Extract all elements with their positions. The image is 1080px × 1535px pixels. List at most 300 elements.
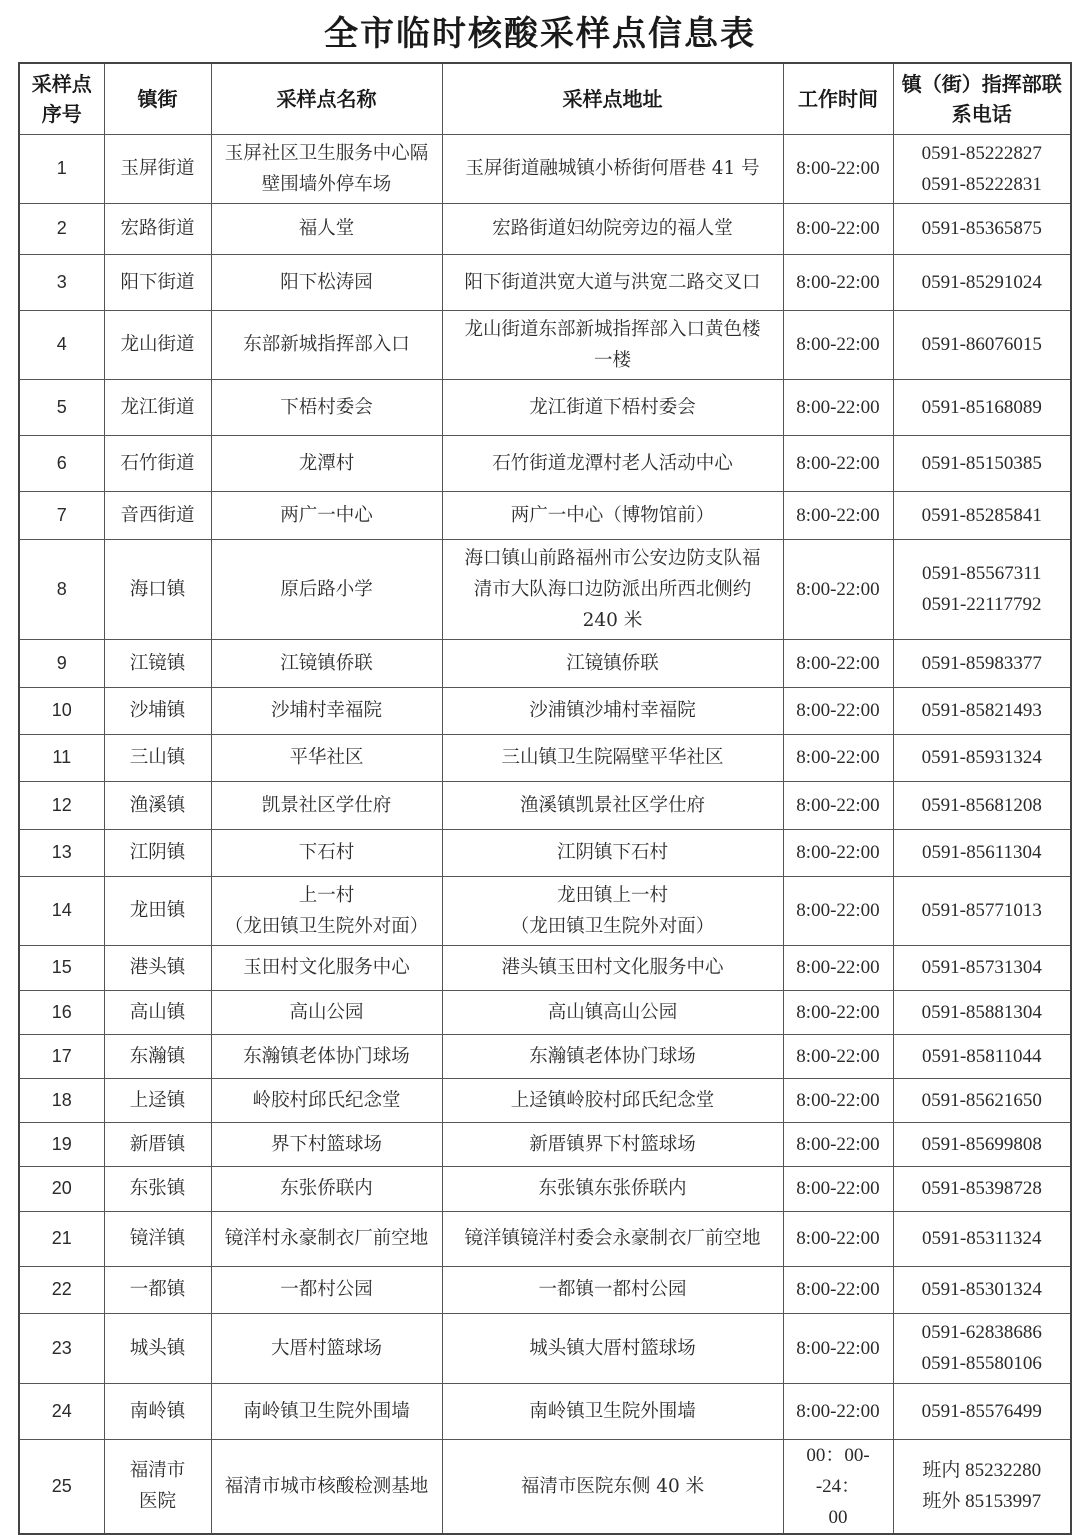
- cell-phone-line: 0591-85731304: [921, 957, 1042, 978]
- cell-town-line: 海口镇: [129, 578, 186, 600]
- cell-town: [104, 781, 211, 829]
- cell-address: [442, 876, 783, 945]
- document-title: 全市临时核酸采样点信息表: [324, 14, 756, 54]
- cell-hours-line: 8:00-22:00: [796, 158, 880, 179]
- cell-phone: [893, 310, 1071, 379]
- cell-hours-line: 8:00-22:00: [796, 578, 880, 600]
- cell-town: [104, 1266, 211, 1313]
- cell-index: 18: [19, 1078, 104, 1122]
- cell-hours-line: 8:00-22:00: [796, 1001, 880, 1023]
- header-index-line: 序号: [41, 101, 82, 126]
- cell-site-name: [211, 203, 442, 254]
- cell-phone: [893, 876, 1071, 945]
- cell-site-name-line: 东张侨联内: [280, 1178, 373, 1199]
- cell-phone-line: 0591-85821493: [921, 700, 1042, 721]
- cell-site-name: [211, 945, 442, 990]
- cell-address-line: 沙浦镇沙埔村幸福院: [529, 700, 696, 721]
- cell-site-name-line: 壁围墙外停车场: [261, 173, 392, 195]
- cell-phone-line: 0591-85681208: [921, 794, 1042, 816]
- cell-hours-line: 8:00-22:00: [796, 652, 880, 674]
- cell-phone: [893, 639, 1071, 687]
- table-row: [19, 990, 1071, 1034]
- cell-index: 10: [19, 687, 104, 734]
- cell-town-line: 东张镇: [129, 1178, 186, 1199]
- cell-hours-line: 8:00-22:00: [796, 842, 880, 863]
- cell-hours-line: 00：00--24：: [806, 1444, 870, 1497]
- cell-address-line: 龙田镇上一村: [556, 884, 668, 906]
- cell-address-line: 南岭镇卫生院外围墙: [529, 1400, 696, 1422]
- cell-town: [104, 491, 211, 539]
- cell-hours: [783, 781, 893, 829]
- table-row: [19, 1211, 1071, 1266]
- cell-town-line: 江阴镇: [129, 842, 186, 863]
- sampling-sites-table: [18, 62, 1072, 1535]
- cell-town-line: 渔溪镇: [129, 794, 186, 816]
- table-row: [19, 1313, 1071, 1383]
- header-phone-line: 镇（街）指挥部联: [901, 71, 1062, 96]
- cell-site-name-line: 两广一中心: [280, 504, 373, 526]
- cell-town-line: 南岭镇: [129, 1400, 186, 1422]
- cell-hours: [783, 1383, 893, 1439]
- table-row: [19, 1078, 1071, 1122]
- cell-index: 9: [19, 639, 104, 687]
- cell-index: 7: [19, 491, 104, 539]
- cell-address: [442, 687, 783, 734]
- cell-address: [442, 945, 783, 990]
- cell-hours: [783, 491, 893, 539]
- cell-hours: [783, 203, 893, 254]
- cell-hours: [783, 876, 893, 945]
- cell-hours-line: 8:00-22:00: [796, 957, 880, 978]
- cell-index: 4: [19, 310, 104, 379]
- cell-address: [442, 134, 783, 203]
- cell-address-line: 三山镇卫生院隔壁平华社区: [501, 747, 724, 768]
- cell-phone-line: 0591-85699808: [921, 1133, 1042, 1155]
- cell-site-name-line: 一都村公园: [280, 1279, 373, 1300]
- cell-hours-line: 8:00-22:00: [796, 900, 880, 921]
- cell-site-name-line: 东瀚镇老体协门球场: [243, 1045, 410, 1067]
- cell-hours-line: 8:00-22:00: [796, 1178, 880, 1199]
- cell-site-name: [211, 1383, 442, 1439]
- cell-phone: [893, 990, 1071, 1034]
- cell-phone-line: 0591-85811044: [921, 1045, 1042, 1067]
- cell-town-line: 福清市: [129, 1460, 186, 1481]
- cell-hours: [783, 829, 893, 876]
- cell-site-name: [211, 1166, 442, 1211]
- cell-address-line: 城头镇大厝村篮球场: [529, 1337, 696, 1359]
- cell-phone-line: 0591-85398728: [921, 1178, 1042, 1199]
- cell-hours: [783, 945, 893, 990]
- cell-site-name: [211, 491, 442, 539]
- cell-index: 24: [19, 1383, 104, 1439]
- cell-phone-line: 0591-85311324: [921, 1228, 1042, 1249]
- cell-phone: [893, 1439, 1071, 1534]
- table-row: [19, 1034, 1071, 1078]
- cell-address: [442, 1078, 783, 1122]
- table-row: [19, 203, 1071, 254]
- cell-address: [442, 1313, 783, 1383]
- cell-hours-line: 8:00-22:00: [796, 452, 880, 474]
- cell-hours: [783, 1122, 893, 1166]
- cell-town-line: 龙江街道: [120, 396, 195, 418]
- cell-phone: [893, 379, 1071, 435]
- cell-index: 1: [19, 134, 104, 203]
- cell-address: [442, 1034, 783, 1078]
- cell-phone: [893, 254, 1071, 310]
- cell-index: 6: [19, 435, 104, 491]
- cell-site-name: [211, 1122, 442, 1166]
- cell-site-name: [211, 134, 442, 203]
- cell-phone: [893, 1383, 1071, 1439]
- cell-hours-line: 8:00-22:00: [796, 700, 880, 721]
- cell-hours: [783, 1211, 893, 1266]
- cell-phone-line: 0591-85931324: [921, 747, 1042, 768]
- cell-hours: [783, 379, 893, 435]
- cell-phone: [893, 203, 1071, 254]
- cell-town: [104, 1122, 211, 1166]
- table-row: [19, 435, 1071, 491]
- cell-hours: [783, 1166, 893, 1211]
- cell-town-line: 龙山街道: [120, 334, 195, 355]
- cell-site-name-line: 下梧村委会: [280, 396, 373, 418]
- cell-phone-line: 0591-85576499: [921, 1400, 1042, 1422]
- header-index: [19, 63, 104, 134]
- cell-town-line: 龙田镇: [129, 900, 186, 921]
- cell-site-name-line: 阳下松涛园: [280, 271, 373, 293]
- cell-hours-line: 8:00-22:00: [796, 1337, 880, 1359]
- table-row: [19, 945, 1071, 990]
- cell-site-name-line: 东部新城指挥部入口: [243, 334, 410, 355]
- cell-address-line: 一楼: [593, 349, 631, 371]
- table-row: [19, 310, 1071, 379]
- cell-site-name: [211, 1266, 442, 1313]
- cell-hours: [783, 254, 893, 310]
- cell-index: 15: [19, 945, 104, 990]
- cell-site-name: [211, 1313, 442, 1383]
- cell-index: 13: [19, 829, 104, 876]
- cell-site-name-line: 凯景社区学仕府: [261, 794, 392, 816]
- cell-site-name-line: 玉田村文化服务中心: [243, 957, 410, 978]
- cell-address: [442, 1266, 783, 1313]
- cell-address-line: 高山镇高山公园: [547, 1001, 678, 1023]
- cell-address: [442, 734, 783, 781]
- cell-site-name-line: 南岭镇卫生院外围墙: [243, 1400, 410, 1422]
- cell-town-line: 镜洋镇: [129, 1228, 186, 1249]
- header-address: 采样点地址: [442, 63, 783, 134]
- cell-phone-line: 0591-85222831: [921, 173, 1042, 195]
- cell-phone-line: 0591-62838686: [921, 1322, 1042, 1343]
- cell-address-line: 福清市医院东侧 40 米: [520, 1475, 705, 1497]
- cell-site-name: [211, 539, 442, 639]
- cell-address: [442, 1166, 783, 1211]
- cell-address: [442, 1439, 783, 1534]
- cell-address: [442, 310, 783, 379]
- cell-index: 25: [19, 1439, 104, 1534]
- cell-town: [104, 945, 211, 990]
- cell-phone: [893, 1034, 1071, 1078]
- cell-site-name-line: 沙埔村幸福院: [270, 700, 382, 721]
- cell-phone: [893, 134, 1071, 203]
- cell-phone-line: 0591-86076015: [921, 334, 1042, 355]
- cell-town-line: 石竹街道: [120, 452, 195, 474]
- cell-address-line: 石竹街道龙潭村老人活动中心: [492, 452, 733, 474]
- cell-phone-line: 0591-85285841: [921, 504, 1042, 526]
- cell-site-name: [211, 1439, 442, 1534]
- cell-address-line: 江镜镇侨联: [566, 652, 659, 674]
- cell-hours-line: 8:00-22:00: [796, 1228, 880, 1249]
- table-row: [19, 134, 1071, 203]
- cell-hours: [783, 687, 893, 734]
- cell-town-line: 城头镇: [129, 1337, 186, 1359]
- cell-address-line: 一都镇一都村公园: [538, 1279, 687, 1300]
- cell-site-name-line: 福清市城市核酸检测基地: [224, 1475, 429, 1497]
- cell-site-name: [211, 639, 442, 687]
- cell-address: [442, 1383, 783, 1439]
- cell-hours-line: 8:00-22:00: [796, 1045, 880, 1067]
- cell-phone-line: 0591-85580106: [921, 1353, 1042, 1374]
- cell-index: 2: [19, 203, 104, 254]
- cell-index: 21: [19, 1211, 104, 1266]
- cell-hours-line: 8:00-22:00: [796, 504, 880, 526]
- table-row: [19, 1166, 1071, 1211]
- cell-phone: [893, 1211, 1071, 1266]
- cell-index: 5: [19, 379, 104, 435]
- cell-hours: [783, 734, 893, 781]
- cell-site-name: [211, 687, 442, 734]
- cell-phone-line: 0591-85611304: [921, 842, 1042, 863]
- cell-site-name: [211, 1078, 442, 1122]
- cell-site-name: [211, 1034, 442, 1078]
- cell-phone: [893, 781, 1071, 829]
- cell-phone: [893, 1313, 1071, 1383]
- header-phone: [893, 63, 1071, 134]
- table-row: [19, 491, 1071, 539]
- cell-town: [104, 203, 211, 254]
- cell-site-name-line: 玉屏社区卫生服务中心隔: [224, 142, 429, 164]
- cell-town: [104, 829, 211, 876]
- cell-hours: [783, 310, 893, 379]
- cell-phone: [893, 1166, 1071, 1211]
- table-row: [19, 781, 1071, 829]
- cell-hours: [783, 539, 893, 639]
- cell-address: [442, 435, 783, 491]
- cell-address-line: 清市大队海口边防派出所西北侧约: [473, 578, 752, 600]
- cell-address-line: 镜洋镇镜洋村委会永豪制衣厂前空地: [464, 1228, 761, 1249]
- cell-address: [442, 203, 783, 254]
- cell-phone-line: 0591-85983377: [921, 652, 1042, 674]
- cell-address-line: 两广一中心（博物馆前）: [510, 504, 715, 526]
- cell-index: 3: [19, 254, 104, 310]
- cell-town: [104, 1211, 211, 1266]
- cell-hours: [783, 1439, 893, 1534]
- cell-address-line: 阳下街道洪宽大道与洪宽二路交叉口: [464, 271, 761, 293]
- cell-site-name-line: 界下村篮球场: [270, 1133, 382, 1155]
- cell-index: 17: [19, 1034, 104, 1078]
- cell-hours-line: 8:00-22:00: [796, 218, 880, 239]
- cell-address-line: 龙江街道下梧村委会: [529, 396, 696, 418]
- header-row: [19, 63, 1071, 134]
- header-hours: 工作时间: [783, 63, 893, 134]
- cell-address-line: 东张镇东张侨联内: [538, 1178, 687, 1199]
- table-row: [19, 1439, 1071, 1534]
- cell-town: [104, 734, 211, 781]
- cell-address: [442, 829, 783, 876]
- cell-address: [442, 639, 783, 687]
- cell-town: [104, 435, 211, 491]
- cell-address: [442, 990, 783, 1034]
- cell-phone: [893, 829, 1071, 876]
- cell-hours-line: 8:00-22:00: [796, 396, 880, 418]
- cell-town-line: 东瀚镇: [129, 1045, 186, 1067]
- cell-address-line: 玉屏街道融城镇小桥街何厝巷 41 号: [465, 158, 760, 179]
- cell-town-line: 宏路街道: [120, 218, 195, 239]
- cell-town-line: 三山镇: [129, 747, 186, 768]
- cell-town: [104, 379, 211, 435]
- cell-town: [104, 539, 211, 639]
- cell-address: [442, 254, 783, 310]
- cell-site-name-line: 下石村: [298, 842, 355, 863]
- cell-hours-line: 8:00-22:00: [796, 334, 880, 355]
- cell-phone: [893, 491, 1071, 539]
- cell-phone-line: 0591-85621650: [921, 1089, 1042, 1111]
- cell-site-name-line: 岭胶村邱氏纪念堂: [252, 1089, 401, 1111]
- cell-site-name-line: 平华社区: [289, 747, 364, 768]
- cell-town-line: 沙埔镇: [129, 700, 186, 721]
- cell-phone: [893, 1122, 1071, 1166]
- cell-index: 11: [19, 734, 104, 781]
- table-row: [19, 687, 1071, 734]
- cell-phone-line: 0591-85301324: [921, 1279, 1042, 1300]
- cell-address-line: 新厝镇界下村篮球场: [529, 1133, 696, 1155]
- cell-town: [104, 310, 211, 379]
- cell-site-name: [211, 734, 442, 781]
- table-row: [19, 1122, 1071, 1166]
- cell-town: [104, 1078, 211, 1122]
- table-row: [19, 379, 1071, 435]
- cell-hours: [783, 1313, 893, 1383]
- cell-town: [104, 1383, 211, 1439]
- cell-site-name: [211, 254, 442, 310]
- cell-phone-line: 0591-85365875: [921, 218, 1042, 239]
- cell-address: [442, 491, 783, 539]
- table-row: [19, 639, 1071, 687]
- table-row: [19, 539, 1071, 639]
- cell-index: 16: [19, 990, 104, 1034]
- cell-address: [442, 1211, 783, 1266]
- cell-phone: [893, 1266, 1071, 1313]
- cell-address-line: 渔溪镇凯景社区学仕府: [519, 794, 705, 816]
- cell-address-line: 海口镇山前路福州市公安边防支队福: [464, 547, 761, 569]
- cell-hours-line: 8:00-22:00: [796, 1133, 880, 1155]
- cell-town: [104, 639, 211, 687]
- cell-address-line: 龙山街道东部新城指挥部入口黄色楼: [464, 318, 761, 340]
- table-row: [19, 876, 1071, 945]
- cell-address-line: 东瀚镇老体协门球场: [529, 1045, 696, 1067]
- cell-hours-line: 00: [828, 1506, 848, 1528]
- cell-town-line: 上迳镇: [129, 1089, 186, 1111]
- cell-address: [442, 379, 783, 435]
- cell-site-name-line: 镜洋村永豪制衣厂前空地: [224, 1228, 429, 1249]
- cell-hours: [783, 639, 893, 687]
- cell-hours-line: 8:00-22:00: [796, 747, 880, 768]
- cell-town-line: 高山镇: [129, 1001, 186, 1023]
- table-row: [19, 829, 1071, 876]
- cell-town-line: 港头镇: [129, 957, 186, 978]
- cell-address: [442, 1122, 783, 1166]
- cell-hours-line: 8:00-22:00: [796, 271, 880, 293]
- cell-address: [442, 781, 783, 829]
- cell-hours: [783, 1266, 893, 1313]
- cell-phone: [893, 435, 1071, 491]
- cell-town: [104, 134, 211, 203]
- cell-town-line: 音西街道: [120, 504, 195, 526]
- cell-site-name: [211, 781, 442, 829]
- cell-site-name-line: 大厝村篮球场: [270, 1337, 382, 1359]
- cell-phone-line: 0591-85168089: [921, 396, 1042, 418]
- cell-town-line: 阳下街道: [120, 271, 195, 293]
- cell-hours-line: 8:00-22:00: [796, 794, 880, 816]
- table-row: [19, 734, 1071, 781]
- cell-index: 20: [19, 1166, 104, 1211]
- cell-town: [104, 1034, 211, 1078]
- cell-town-line: 医院: [138, 1491, 176, 1512]
- cell-town: [104, 990, 211, 1034]
- header-index-line: 采样点: [31, 71, 92, 96]
- cell-town-line: 一都镇: [129, 1279, 186, 1300]
- cell-phone: [893, 539, 1071, 639]
- cell-hours: [783, 435, 893, 491]
- cell-address-line: 江阴镇下石村: [556, 842, 668, 863]
- cell-site-name: [211, 876, 442, 945]
- cell-phone-line: 0591-85222827: [921, 142, 1042, 164]
- cell-site-name-line: 江镜镇侨联: [280, 652, 373, 674]
- cell-index: 14: [19, 876, 104, 945]
- cell-index: 19: [19, 1122, 104, 1166]
- cell-town: [104, 1313, 211, 1383]
- cell-phone-line: 0591-85567311: [921, 563, 1042, 584]
- cell-town-line: 玉屏街道: [120, 158, 195, 179]
- cell-phone-line: 班内 85232280: [922, 1460, 1042, 1481]
- cell-site-name: [211, 379, 442, 435]
- cell-town-line: 新厝镇: [129, 1133, 186, 1155]
- cell-hours: [783, 1078, 893, 1122]
- cell-phone: [893, 945, 1071, 990]
- cell-site-name-line: 龙潭村: [298, 452, 355, 474]
- cell-phone: [893, 734, 1071, 781]
- cell-phone: [893, 1078, 1071, 1122]
- cell-phone-line: 0591-85881304: [921, 1001, 1042, 1023]
- cell-address-line: 240 米: [582, 609, 643, 631]
- cell-phone-line: 0591-22117792: [921, 594, 1042, 615]
- header-town: 镇街: [104, 63, 211, 134]
- table-row: [19, 254, 1071, 310]
- cell-site-name: [211, 990, 442, 1034]
- cell-town: [104, 687, 211, 734]
- cell-hours-line: 8:00-22:00: [796, 1400, 880, 1422]
- cell-hours: [783, 134, 893, 203]
- cell-phone-line: 0591-85150385: [921, 452, 1042, 474]
- cell-hours: [783, 1034, 893, 1078]
- cell-phone: [893, 687, 1071, 734]
- cell-hours: [783, 990, 893, 1034]
- table-body: [19, 134, 1071, 1534]
- cell-index: 12: [19, 781, 104, 829]
- header-phone-line: 系电话: [951, 101, 1012, 126]
- cell-town: [104, 1439, 211, 1534]
- header-site-name: 采样点名称: [211, 63, 442, 134]
- cell-site-name-line: 福人堂: [298, 218, 355, 239]
- cell-site-name: [211, 1211, 442, 1266]
